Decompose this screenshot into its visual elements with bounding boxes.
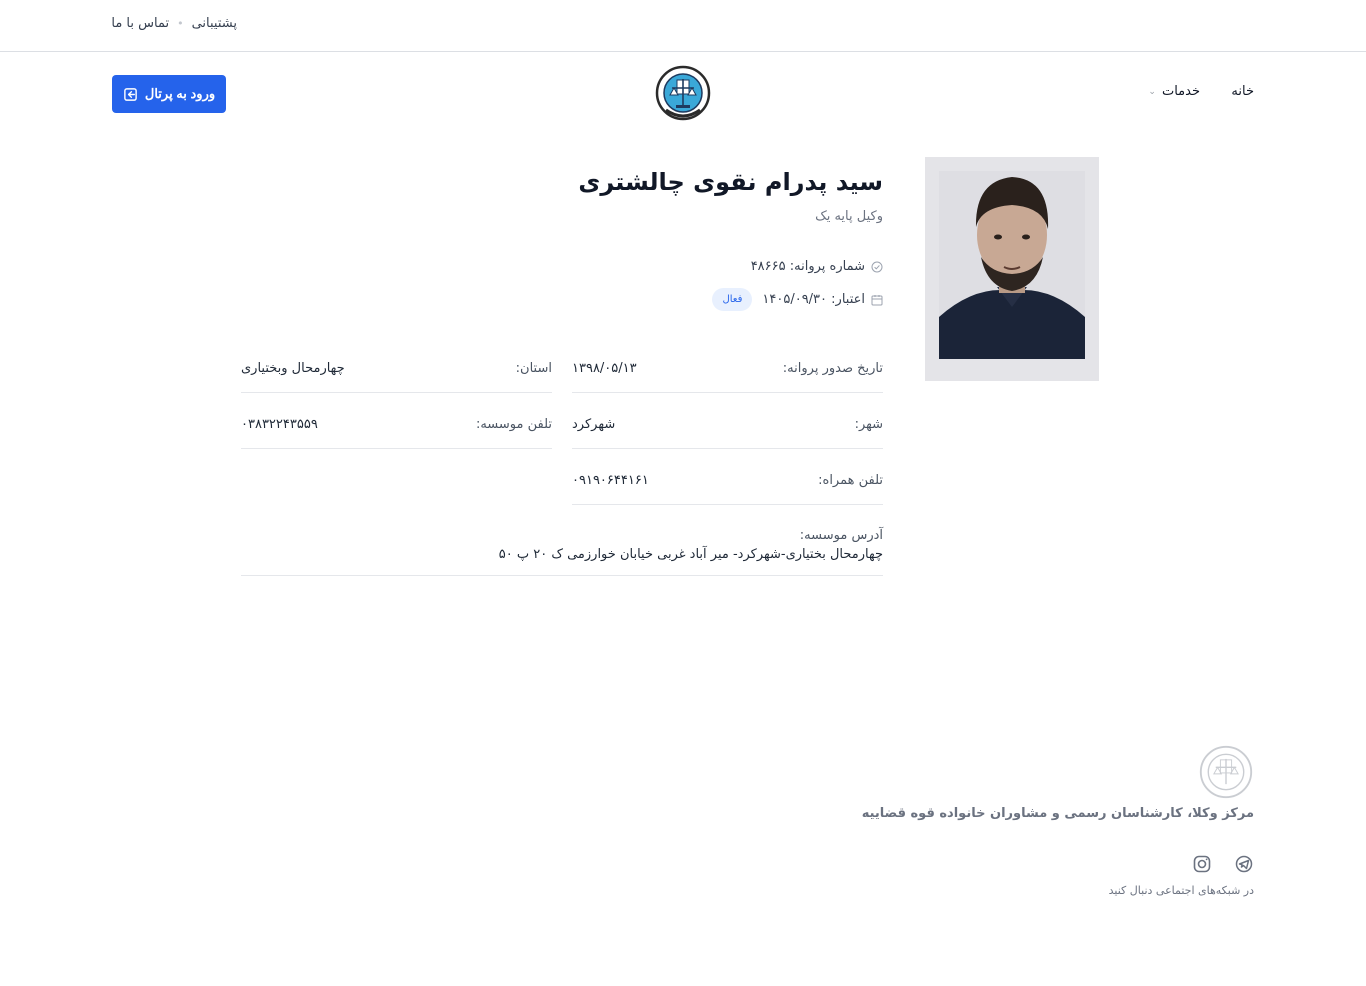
status-badge: فعال: [712, 288, 752, 311]
contact-link[interactable]: تماس با ما: [111, 16, 170, 31]
institute-phone-value: ۰۳۸۳۲۲۴۳۵۵۹: [241, 417, 318, 432]
address-field: [241, 528, 883, 576]
province-value: چهارمحال وبختیاری: [241, 361, 345, 376]
nav-services-label: خدمات: [1161, 84, 1200, 99]
institute-phone-label: تلفن موسسه:: [475, 417, 552, 432]
validity-date: اعتبار: ۱۴۰۵/۰۹/۳۰: [762, 292, 865, 307]
validity-row: [712, 288, 883, 311]
issue-date-label: تاریخ صدور پروانه:: [782, 361, 883, 376]
city-label: شهر:: [854, 417, 883, 432]
instagram-icon[interactable]: [1192, 854, 1212, 874]
address-label: آدرس موسسه:: [799, 528, 883, 543]
city-field: [572, 417, 883, 449]
bar-association-logo[interactable]: [653, 64, 713, 124]
mobile-field: [572, 473, 883, 505]
top-bar: [0, 0, 1366, 52]
license-number: شماره پروانه: ۴۸۶۶۵: [750, 259, 865, 274]
province-field: [241, 361, 552, 393]
issue-date-field: [572, 361, 883, 393]
lawyer-rank: وکیل پایه یک: [815, 209, 883, 224]
city-value: شهرکرد: [572, 417, 616, 432]
calendar-icon: [871, 294, 883, 306]
check-circle-icon: [871, 261, 883, 273]
institute-phone-field: [241, 417, 552, 449]
lawyer-name: سید پدرام نقوی چالشتری: [578, 168, 883, 196]
follow-text: در شبکه‌های اجتماعی دنبال کنید: [1108, 884, 1254, 897]
province-label: استان:: [515, 361, 552, 376]
telegram-icon[interactable]: [1234, 854, 1254, 874]
separator-dot: •: [177, 17, 184, 30]
nav-home[interactable]: خانه: [1231, 84, 1254, 99]
license-number-row: [751, 259, 883, 274]
nav-services-dropdown[interactable]: [1148, 84, 1200, 99]
social-links: [1192, 854, 1254, 874]
footer-title: مرکز وکلا، کارشناسان رسمی و مشاوران خانواده قوه قضاییه: [861, 806, 1254, 821]
issue-date-value: ۱۳۹۸/۰۵/۱۳: [572, 361, 637, 376]
chevron-down-icon: ⌄: [1148, 86, 1156, 97]
top-links: [111, 16, 237, 31]
lawyer-photo: [925, 157, 1099, 381]
portal-login-label: ورود به پرتال: [144, 86, 216, 101]
login-icon: [123, 87, 138, 102]
mobile-label: تلفن همراه:: [818, 473, 883, 488]
address-value: چهارمحال بختیاری-شهرکرد- میر آباد غربی خیابان خوارزمی ک ۲۰ پ ۵۰: [498, 547, 883, 562]
support-link[interactable]: پشتیبانی: [191, 16, 237, 31]
mobile-value: ۰۹۱۹۰۶۴۴۱۶۱: [572, 473, 649, 488]
footer-logo: [1198, 744, 1254, 800]
portal-login-button[interactable]: [112, 75, 226, 113]
